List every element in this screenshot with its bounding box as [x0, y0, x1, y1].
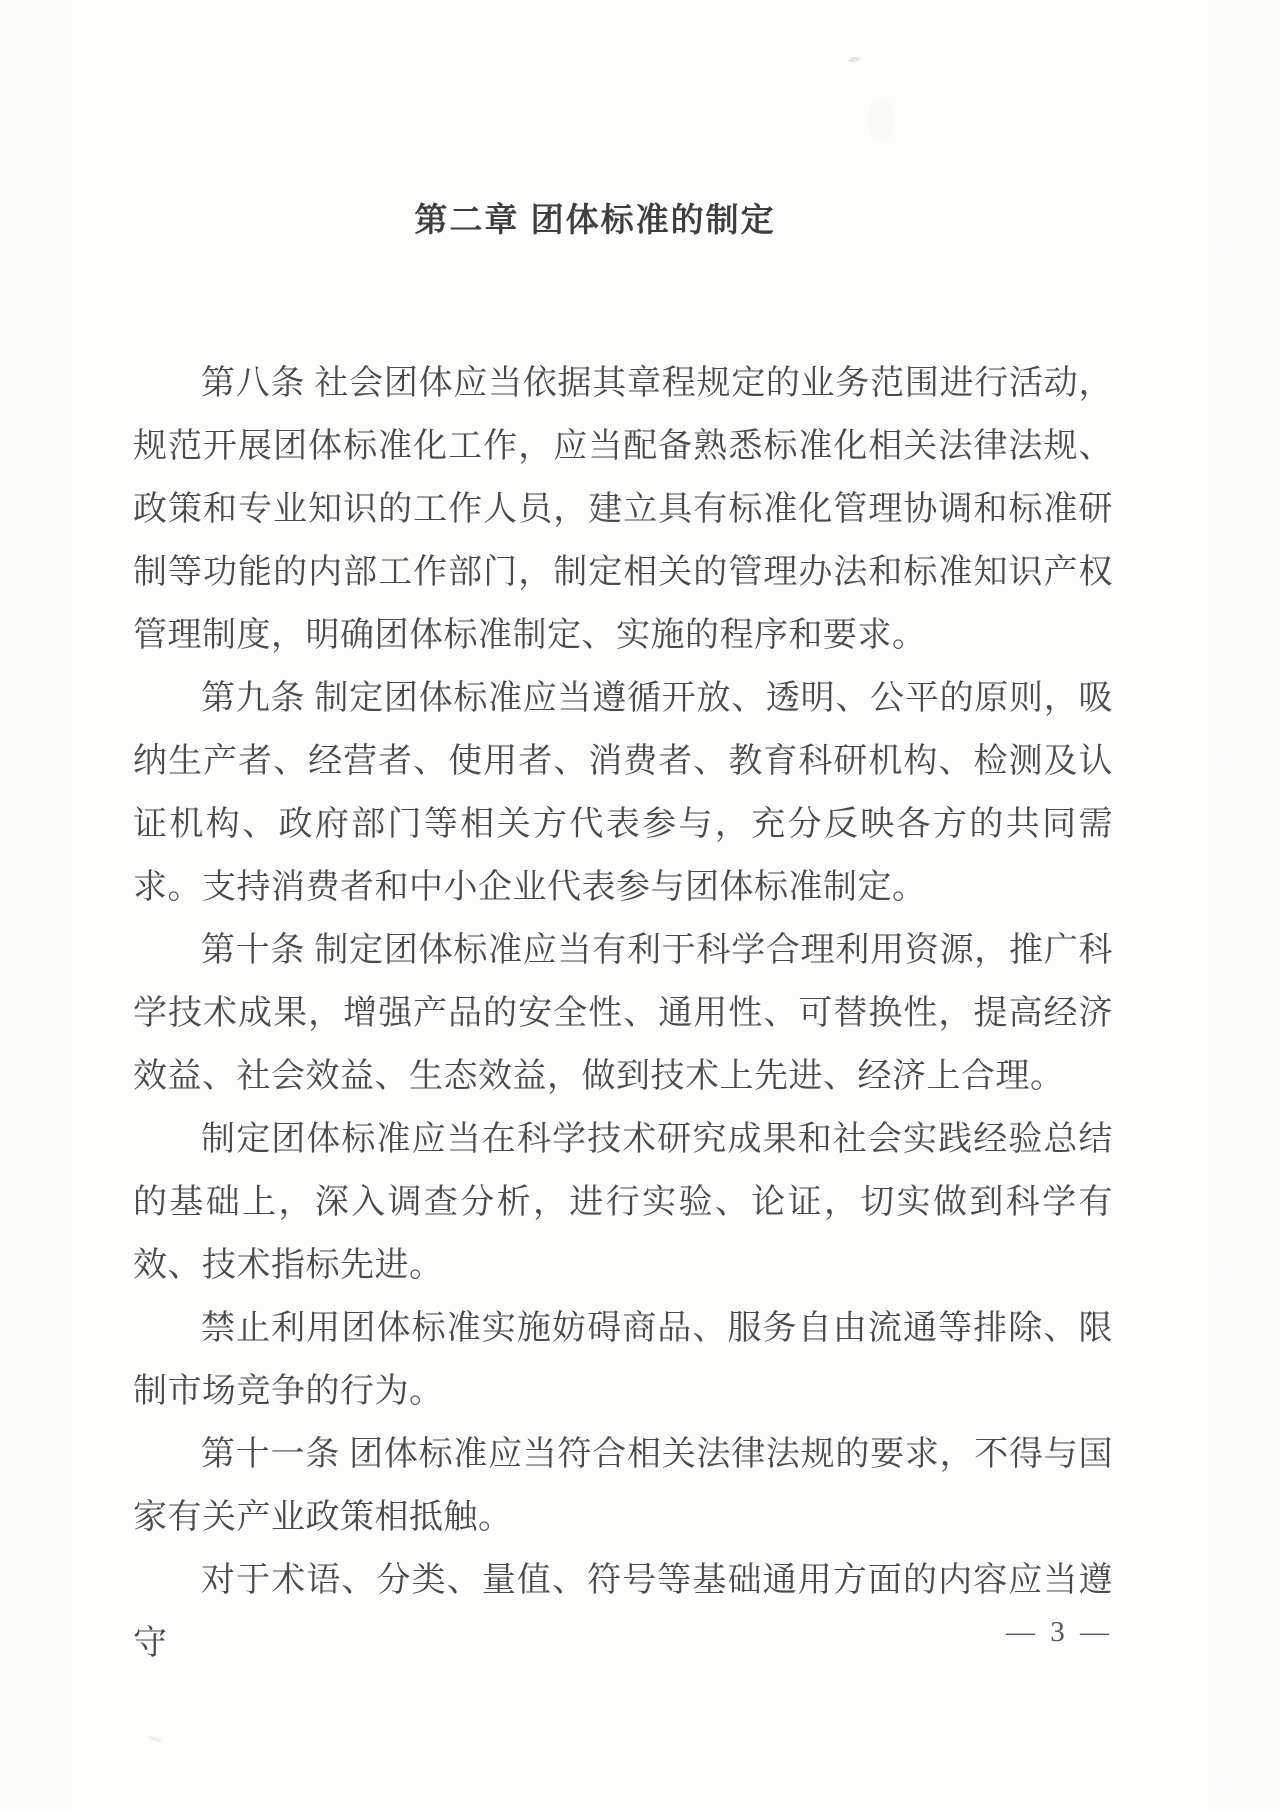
paragraph-article-8: 第八条 社会团体应当依据其章程规定的业务范围进行活动，规范开展团体标准化工作，应当配备熟悉标准化相关法律法规、政策和专业知识的工作人员，建立具有标准化管理协调和标准研制等功能的内部工作部门，制定相关的管理办法和标准知识产权管理制度，明确团体标准制定、实施的程序和要求。: [133, 365, 1113, 654]
paragraph-article-10-3: 禁止利用团体标准实施妨碍商品、服务自由流通等排除、限制市场竞争的行为。: [133, 1310, 1113, 1410]
paragraph-article-10-2: 制定团体标准应当在科学技术研究成果和社会实践经验总结的基础上，深入调查分析，进行实验、论证，切实做到科学有效、技术指标先进。: [133, 1121, 1113, 1284]
scan-artifact: [868, 100, 894, 140]
scan-artifact: [848, 56, 861, 63]
paragraph-article-11-2: 对于术语、分类、量值、符号等基础通用方面的内容应当遵守: [133, 1562, 1113, 1662]
chapter-title: 第二章 团体标准的制定: [414, 201, 776, 238]
paragraph-article-9: 第九条 制定团体标准应当遵循开放、透明、公平的原则，吸纳生产者、经营者、使用者、消费者、教育科研机构、检测及认证机构、政府部门等相关方代表参与，充分反映各方的共同需求。支持消费者和中小企业代表参与团体标准制定。: [133, 680, 1113, 906]
paragraph-article-10: 第十条 制定团体标准应当有利于科学合理利用资源，推广科学技术成果，增强产品的安全性、通用性、可替换性，提高经济效益、社会效益、生态效益，做到技术上先进、经济上合理。: [133, 932, 1113, 1095]
scan-artifact: [148, 1735, 163, 1744]
paragraph-article-11: 第十一条 团体标准应当符合相关法律法规的要求，不得与国家有关产业政策相抵触。: [133, 1436, 1113, 1536]
document-body: [133, 352, 1113, 1675]
page-number: — 3 —: [1006, 1616, 1113, 1648]
